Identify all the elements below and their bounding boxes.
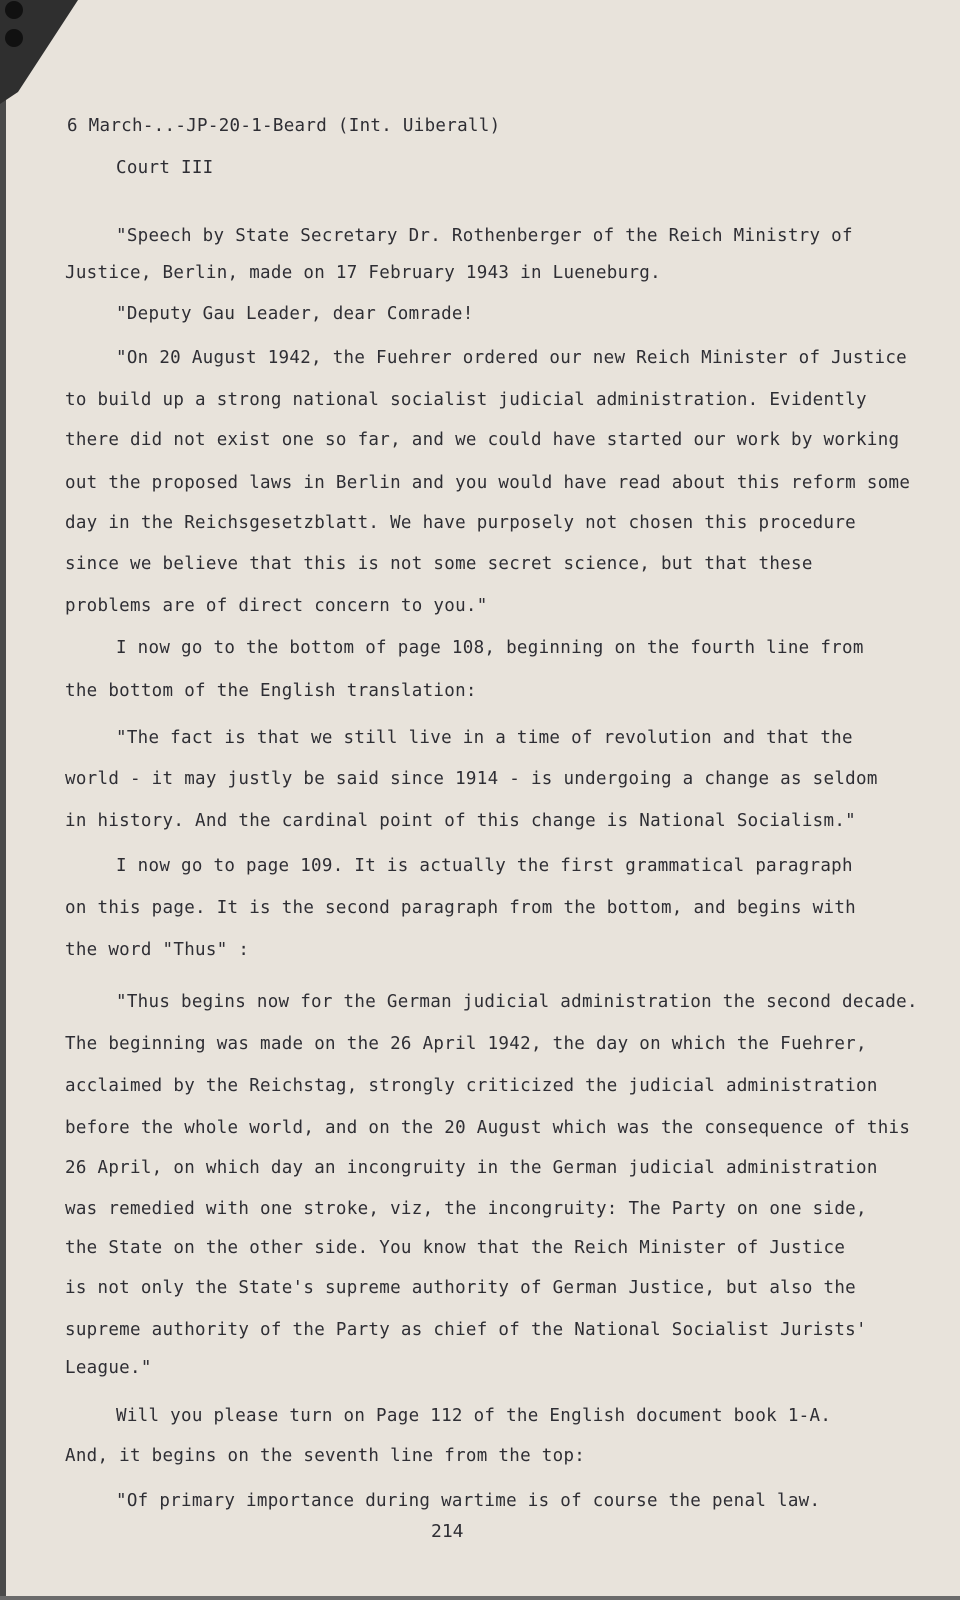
document-reference: 6 March-..-JP-20-1-Beard (Int. Uiberall) <box>67 116 501 136</box>
text-line: before the whole world, and on the 20 August which was the consequence of this <box>65 1118 911 1138</box>
text-line: since we believe that this is not some secret science, but that these <box>65 554 813 574</box>
text-line: I now go to page 109. It is actually the first grammatical paragraph <box>116 856 853 876</box>
scan-torn-corner <box>0 0 120 110</box>
text-line: to build up a strong national socialist judicial administration. Evidently <box>65 390 867 410</box>
scan-bottom-edge <box>0 1596 960 1600</box>
text-line: the bottom of the English translation: <box>65 681 477 701</box>
text-line: out the proposed laws in Berlin and you would have read about this reform some <box>65 473 911 493</box>
text-line: was remedied with one stroke, viz, the incongruity: The Party on one side, <box>65 1199 867 1219</box>
text-line: "Of primary importance during wartime is of course the penal law. <box>116 1491 821 1511</box>
text-line: on this page. It is the second paragraph from the bottom, and begins with <box>65 898 857 918</box>
text-line: And, it begins on the seventh line from the top: <box>65 1446 586 1466</box>
text-line: Will you please turn on Page 112 of the English document book 1-A. <box>116 1406 832 1426</box>
text-line: "Thus begins now for the German judicial administration the second decade. <box>116 992 918 1012</box>
court-label: Court III <box>116 158 214 178</box>
text-line: "Speech by State Secretary Dr. Rothenberger of the Reich Ministry of <box>116 226 853 246</box>
text-line: Justice, Berlin, made on 17 February 1943 in Lueneburg. <box>65 263 661 283</box>
text-line: problems are of direct concern to you." <box>65 596 488 616</box>
text-line: I now go to the bottom of page 108, beginning on the fourth line from <box>116 638 864 658</box>
page-number: 214 <box>431 1521 464 1542</box>
text-line: is not only the State's supreme authority of German Justice, but also the <box>65 1278 857 1298</box>
text-line: "The fact is that we still live in a time of revolution and that the <box>116 728 853 748</box>
text-line: in history. And the cardinal point of this change is National Socialism." <box>65 811 857 831</box>
text-line: "On 20 August 1942, the Fuehrer ordered our new Reich Minister of Justice <box>116 348 908 368</box>
text-line: League." <box>65 1358 152 1378</box>
text-line: day in the Reichsgesetzblatt. We have purposely not chosen this procedure <box>65 513 857 533</box>
text-line: world - it may justly be said since 1914 - is undergoing a change as seldom <box>65 769 878 789</box>
text-line: acclaimed by the Reichstag, strongly criticized the judicial administration <box>65 1076 878 1096</box>
text-line: the word "Thus" : <box>65 940 250 960</box>
text-line: there did not exist one so far, and we could have started our work by working <box>65 430 900 450</box>
text-line: "Deputy Gau Leader, dear Comrade! <box>116 304 474 324</box>
text-line: The beginning was made on the 26 April 1942, the day on which the Fuehrer, <box>65 1034 867 1054</box>
text-line: the State on the other side. You know that the Reich Minister of Justice <box>65 1238 846 1258</box>
scan-left-edge <box>0 0 6 1600</box>
text-line: 26 April, on which day an incongruity in the German judicial administration <box>65 1158 878 1178</box>
text-line: supreme authority of the Party as chief of the National Socialist Jurists' <box>65 1320 867 1340</box>
